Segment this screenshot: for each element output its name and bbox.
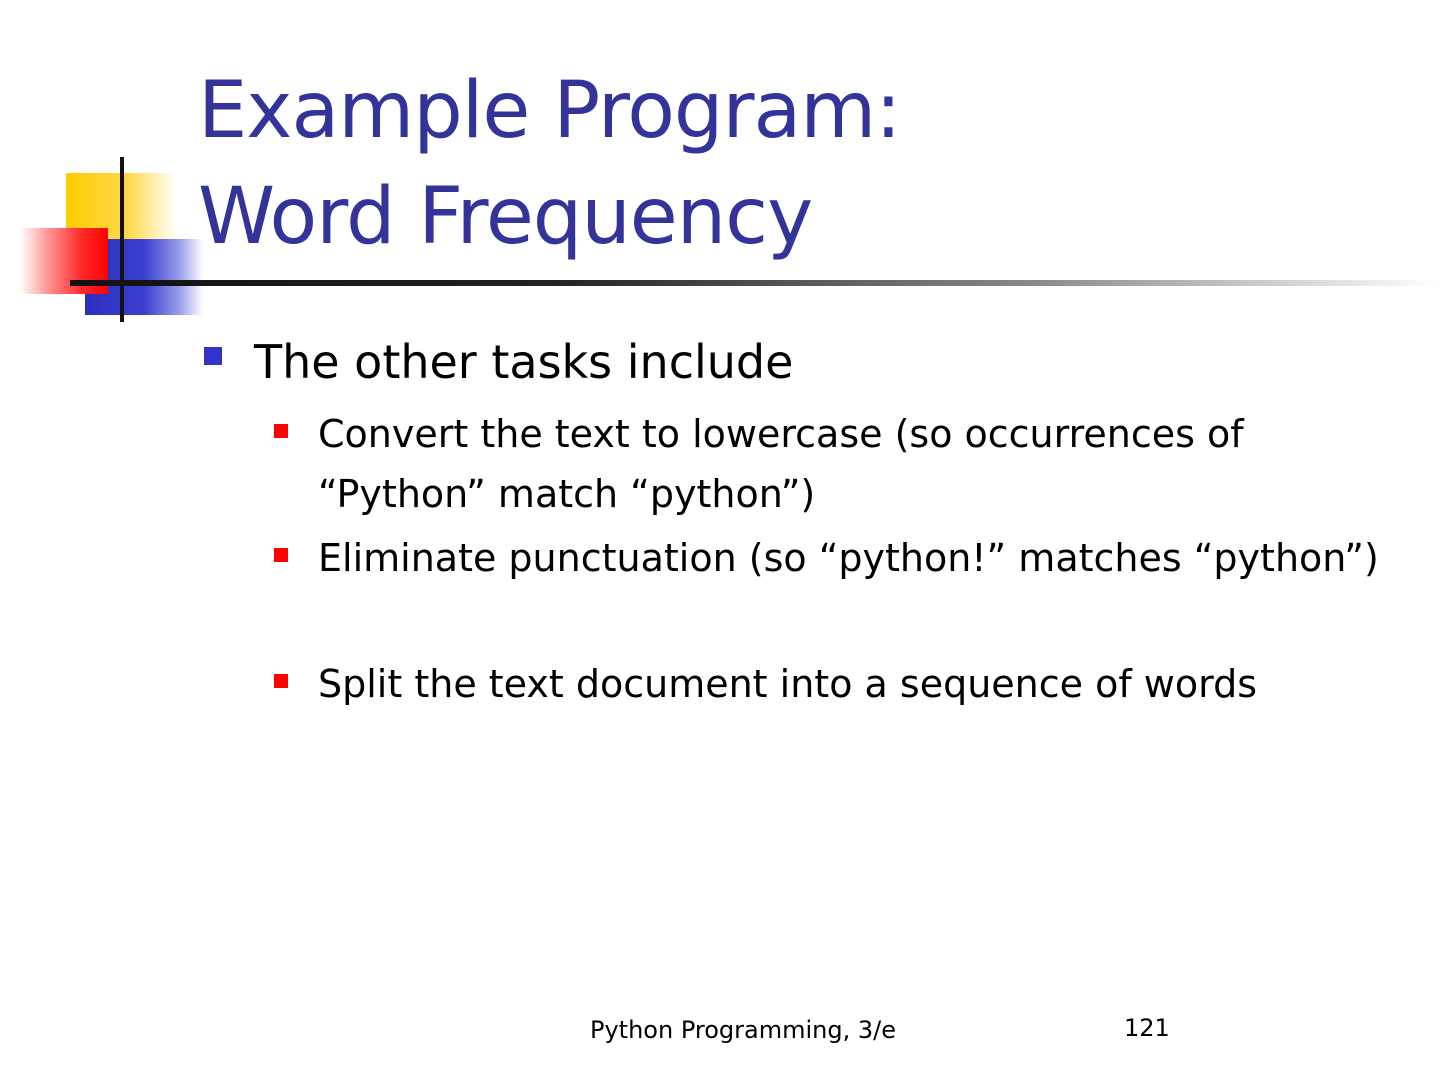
sub-bullet-square-icon <box>274 674 288 688</box>
page-number: 121 <box>1124 1014 1170 1042</box>
title-underline <box>70 280 1440 286</box>
bullet-text: The other tasks include <box>254 335 794 389</box>
title-line-2: Word Frequency <box>198 172 813 262</box>
title-line-1: Example Program: <box>198 66 901 156</box>
slide-title <box>198 58 1398 270</box>
slide-footer: Python Programming, 3/e <box>590 1016 896 1044</box>
bullet-square-icon <box>204 347 222 365</box>
sub-bullet-square-icon <box>274 424 288 438</box>
sub-bullet-text: Convert the text to lowercase (so occurrences of “Python” match “python”) <box>318 412 1244 516</box>
sub-bullet-text: Split the text document into a sequence of words <box>318 662 1257 706</box>
sub-bullet-square-icon <box>274 548 288 562</box>
sub-bullet-text: Eliminate punctuation (so “python!” matches “python”) <box>318 536 1379 580</box>
vertical-line-decoration <box>120 157 124 322</box>
